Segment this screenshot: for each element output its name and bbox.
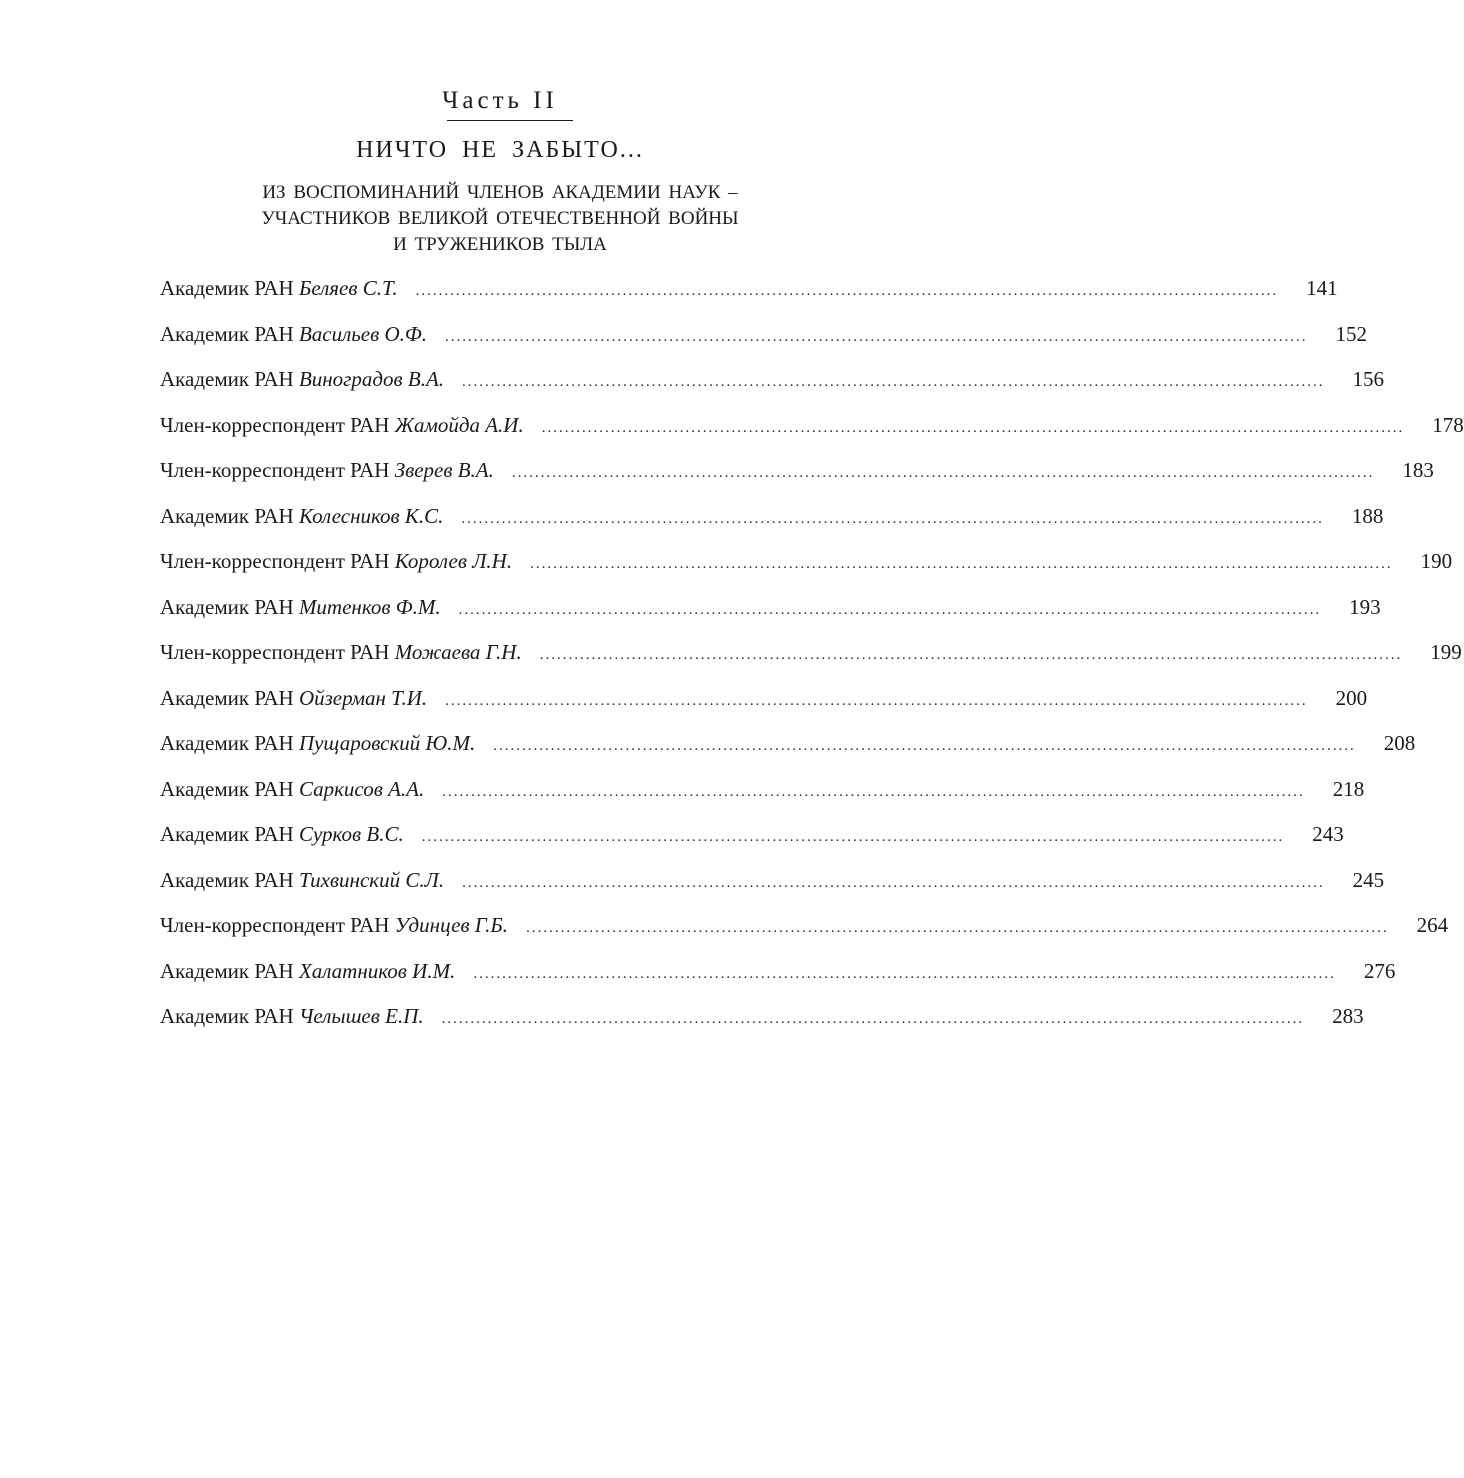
toc-entry-name: Беляев С.Т. [293,276,398,300]
toc-entry-name: Васильев О.Ф. [293,321,428,346]
toc-entry-name: Удинцев Г.Б. [389,913,509,937]
toc-entry-name: Тихвинский С.Л. [293,867,445,892]
toc-entry-dot-leader: ...................................................................................................................................................... [462,874,1325,891]
toc-entry[interactable] [160,819,1344,865]
toc-entry-name: Королев Л.Н. [389,549,513,573]
toc-entry-dot-leader: ...................................................................................................................................................... [461,510,1324,527]
toc-entry-page-number: 283 [1332,1004,1364,1028]
toc-entry-rank: Академик РАН [160,594,294,619]
toc-entry-dot-leader: ...................................................................................................................................................... [462,374,1325,390]
toc-entry-page-number: 141 [1306,276,1338,300]
toc-entry[interactable] [160,319,1368,365]
toc-entry[interactable] [160,865,1385,911]
toc-entry[interactable] [160,592,1381,638]
toc-entry-dot-leader: ...................................................................................................................................................... [445,328,1308,345]
toc-entry-page-number: 193 [1349,594,1381,619]
toc-entry-dot-leader: ...................................................................................................................................................... [445,692,1308,709]
toc-entry[interactable] [160,501,1384,547]
toc-entry-dot-leader: ...................................................................................................................................................... [539,647,1403,663]
toc-entry[interactable] [160,364,1385,410]
toc-entry-name: Колесников К.С. [293,503,444,528]
toc-entry-page-number: 200 [1335,685,1368,710]
toc-entry[interactable] [160,1001,1364,1047]
toc-entry-rank: Академик РАН [160,731,294,755]
toc-entry-dot-leader: ...................................................................................................................................................... [541,419,1405,436]
toc-entry-page-number: 199 [1430,640,1462,664]
toc-entry[interactable] [160,546,1453,592]
toc-entry-rank: Академик РАН [160,503,294,528]
toc-entry-page-number: 156 [1352,367,1385,391]
toc-entry-dot-leader: ...................................................................................................................................................... [511,465,1375,481]
toc-entry-dot-leader: ...................................................................................................................................................... [421,829,1285,845]
toc-entry-name: Ойзерман Т.И. [293,685,428,710]
toc-entry-dot-leader: ...................................................................................................................................................... [493,738,1356,754]
toc-entry-dot-leader: ...................................................................................................................................................... [530,556,1393,572]
toc-entry-page-number: 243 [1312,822,1344,846]
toc-entry-rank: Член-корреспондент РАН [160,640,390,664]
toc-entry-page-number: 178 [1432,412,1464,437]
toc-entry-page-number: 188 [1351,503,1384,528]
subtitle-line: И ТРУЖЕНИКОВ ТЫЛА [393,234,607,255]
toc-entry-dot-leader: ...................................................................................................................................................... [415,283,1279,299]
toc-entry-name: Виноградов В.А. [293,367,445,391]
toc-entry-dot-leader: ...................................................................................................................................................... [458,601,1322,618]
table-of-contents [160,273,1464,1047]
toc-entry[interactable] [160,683,1368,729]
toc-entry-rank: Член-корреспондент РАН [160,412,390,437]
toc-entry-page-number: 245 [1352,867,1385,892]
toc-entry-name: Жамойда А.И. [389,412,524,437]
toc-entry-rank: Член-корреспондент РАН [160,549,390,573]
toc-entry-dot-leader: ...................................................................................................................................................... [441,1011,1305,1027]
part-heading: Часть II [442,87,558,114]
toc-entry-name: Можаева Г.Н. [389,640,522,664]
toc-entry-page-number: 183 [1402,458,1434,482]
section-subtitle [0,180,1000,258]
toc-entry-rank: Академик РАН [160,276,294,300]
toc-entry-dot-leader: ...................................................................................................................................................... [526,920,1389,936]
toc-entry-rank: Академик РАН [160,321,294,346]
toc-entry-name: Халатников И.М. [293,958,456,983]
toc-entry[interactable] [160,774,1365,820]
toc-entry[interactable] [160,455,1434,501]
toc-entry-name: Челышев Е.П. [293,1004,424,1028]
toc-entry[interactable] [160,273,1338,319]
toc-entry-name: Сурков В.С. [293,822,404,846]
toc-entry[interactable] [160,410,1464,456]
toc-entry-page-number: 208 [1383,731,1416,755]
toc-entry-rank: Член-корреспондент РАН [160,913,390,937]
toc-entry-rank: Академик РАН [160,367,294,391]
subtitle-line: ИЗ ВОСПОМИНАНИЙ ЧЛЕНОВ АКАДЕМИИ НАУК – [262,182,738,203]
toc-entry-page-number: 218 [1332,776,1365,801]
toc-entry-rank: Академик РАН [160,822,294,846]
part-heading-rule [447,120,573,121]
toc-entry[interactable] [160,637,1462,683]
toc-entry-dot-leader: ...................................................................................................................................................... [442,783,1305,800]
section-title: НИЧТО НЕ ЗАБЫТО... [356,137,644,163]
toc-entry[interactable] [160,728,1416,774]
subtitle-line: УЧАСТНИКОВ ВЕЛИКОЙ ОТЕЧЕСТВЕННОЙ ВОЙНЫ [261,208,739,229]
toc-entry-rank: Академик РАН [160,1004,294,1028]
toc-entry-rank: Академик РАН [160,958,294,983]
toc-entry-name: Саркисов А.А. [293,776,425,801]
toc-entry-dot-leader: ...................................................................................................................................................... [473,965,1336,982]
toc-entry-rank: Академик РАН [160,685,294,710]
toc-entry-page-number: 276 [1363,958,1396,983]
toc-entry-page-number: 264 [1416,913,1449,937]
toc-entry-name: Митенков Ф.М. [293,594,441,619]
toc-entry-page-number: 152 [1335,321,1368,346]
toc-entry-rank: Академик РАН [160,776,294,801]
toc-entry[interactable] [160,910,1449,956]
toc-entry-name: Пущаровский Ю.М. [293,731,476,755]
toc-entry-rank: Академик РАН [160,867,294,892]
toc-entry-page-number: 190 [1420,549,1453,573]
toc-entry-rank: Член-корреспондент РАН [160,458,390,482]
toc-entry-name: Зверев В.А. [389,458,494,482]
toc-entry[interactable] [160,956,1396,1002]
